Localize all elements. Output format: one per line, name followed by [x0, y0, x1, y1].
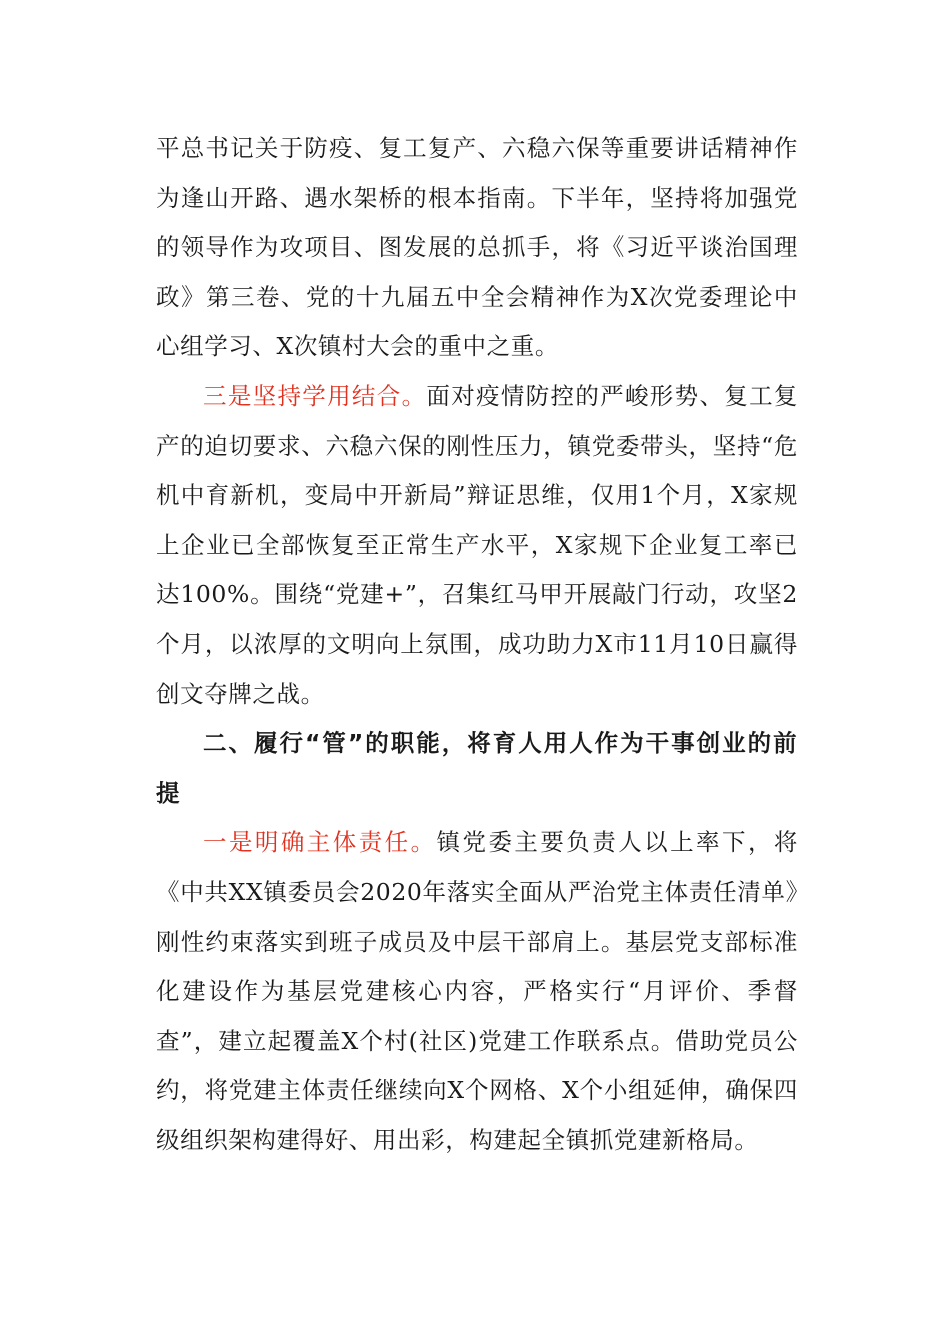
document-body — [156, 124, 798, 1165]
section-heading: 二、履行“管”的职能，将育人用人作为干事创业的前提 — [156, 729, 798, 807]
paragraph-study-and-apply — [156, 372, 798, 719]
paragraph-continued — [156, 124, 798, 372]
paragraph-lead-phrase: 一是明确主体责任。 — [203, 828, 437, 857]
paragraph-text: 平总书记关于防疫、复工复产、六稳六保等重要讲话精神作为逢山开路、遇水架桥的根本指南。下半年，坚持将加强党的领导作为攻项目、图发展的总抓手，将《习近平谈治国理政》第三卷、党的十九届五中全会精神作为X次党委理论中心组学习、X次镇村大会的重中之重。 — [156, 134, 798, 361]
paragraph-text: 镇党委主要负责人以上率下，将《中共XX镇委员会2020年落实全面从严治党主体责任清单》刚性约束落实到班子成员及中层干部肩上。基层党支部标准化建设作为基层党建核心内容，严格实行“月评价、季督查”，建立起覆盖X个村(社区)党建工作联系点。借助党员公约，将党建主体责任继续向X个网格、X个小组延伸，确保四级组织架构建得好、用出彩，构建起全镇抓党建新格局。 — [156, 828, 798, 1154]
paragraph-main-responsibility — [156, 818, 798, 1165]
paragraph-lead-phrase: 三是坚持学用结合。 — [203, 381, 427, 410]
paragraph-text: 面对疫情防控的严峻形势、复工复产的迫切要求、六稳六保的刚性压力，镇党委带头，坚持“危机中育新机，变局中开新局”辩证思维，仅用1个月，X家规上企业已全部恢复至正常生产水平，X家规下企业复工率已达100%。围绕“党建+”，召集红马甲开展敲门行动，攻坚2个月，以浓厚的文明向上氛围，成功助力X市11月10日赢得创文夺牌之战。 — [156, 381, 799, 708]
